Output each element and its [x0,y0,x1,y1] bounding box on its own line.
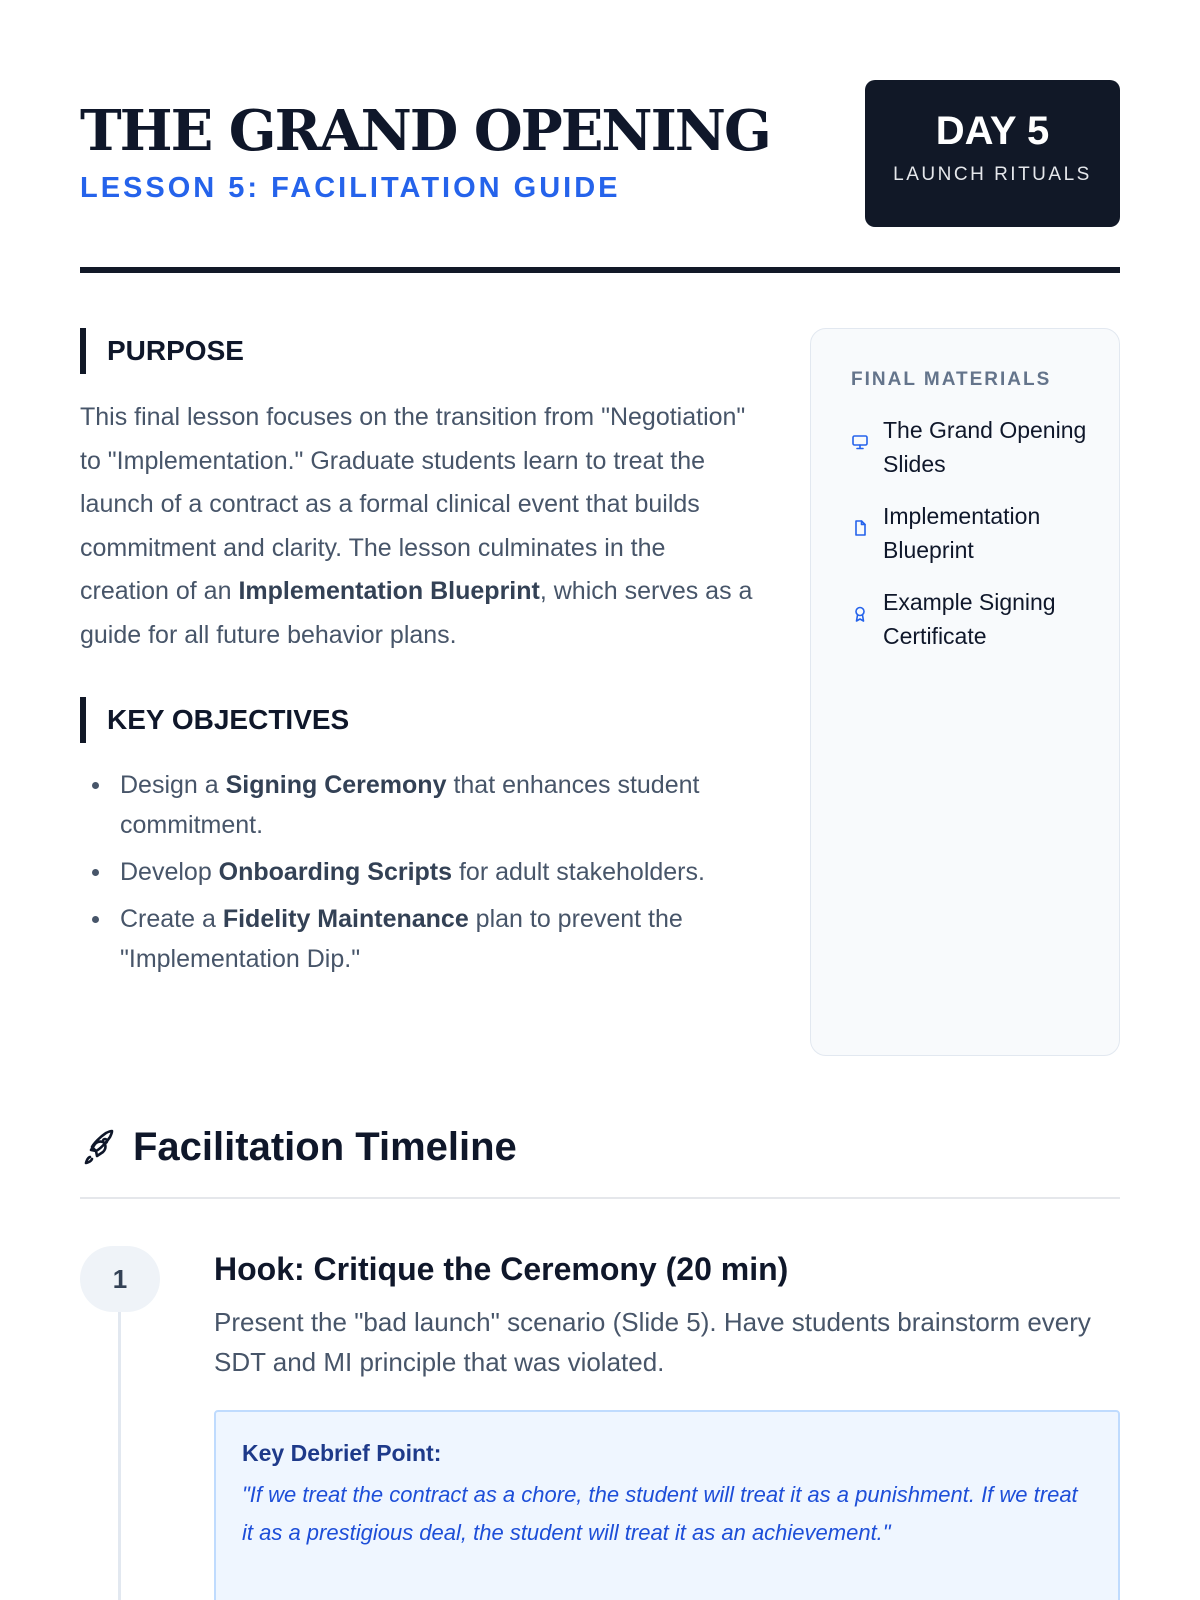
material-label: Implementation Blueprint [883,503,1041,563]
timeline-title: Facilitation Timeline [133,1125,517,1169]
day-number: DAY 5 [935,109,1050,153]
step-body [214,1246,1120,1600]
debrief-quote: "If we treat the contract as a chore, the student will treat it as a punishment. If we treat it as a prestigious deal, the student will treat it as an achievement." [242,1482,1078,1545]
material-link-blueprint[interactable] [851,499,1089,567]
purpose-text-part: , which serves as a guide for all future behavior plans. [80,577,753,649]
step-description: Present the "bad launch" scenario (Slide 5). Have students brainstorm every SDT and MI principle that was violated. [214,1307,1091,1377]
step-number: 1 [80,1246,160,1312]
lesson-page [80,80,1120,1545]
objective-emphasis: Signing Ceremony [225,771,447,799]
award-icon [851,605,869,623]
objective-text: plan to prevent the "Implementation Dip." [120,905,683,973]
overview-main [80,328,760,986]
lesson-title: THE GRAND OPENING [80,98,770,164]
day-label: LAUNCH RITUALS [893,164,1092,185]
day-badge [865,80,1120,227]
objective-emphasis: Onboarding Scripts [218,858,453,886]
material-link-certificate[interactable] [851,585,1089,653]
rocket-icon [80,1127,120,1167]
timeline-connector [118,1306,121,1600]
file-icon [851,519,869,537]
purpose-text [80,396,760,657]
objective-text: Design a [120,771,226,799]
objective-item [80,899,760,979]
objectives-heading: KEY OBJECTIVES [80,697,760,743]
purpose-text-emphasis: Implementation Blueprint [238,577,540,605]
objective-emphasis: Fidelity Maintenance [222,905,469,933]
step-title: Hook: Critique the Ceremony (20 min) [214,1251,789,1287]
material-label: The Grand Opening Slides [883,417,1087,477]
materials-list [851,413,1089,653]
lesson-subtitle: LESSON 5: FACILITATION GUIDE [80,172,621,204]
debrief-callout [214,1410,1120,1600]
objective-item [80,852,760,892]
material-link-slides[interactable] [851,413,1089,481]
timeline-heading [80,1127,1120,1199]
objective-text: for adult stakeholders. [452,858,705,886]
objective-text: Create a [120,905,223,933]
objective-text: Develop [120,858,219,886]
purpose-text-part: This final lesson focuses on the transition from "Negotiation" to "Implementation." Graduate students learn to treat the launch of a contract as a formal clinical event that builds commitment and clarity. The lesson culminates in the creation of an [80,403,746,605]
debrief-label: Key Debrief Point: [242,1440,442,1466]
objective-text: that enhances student commitment. [120,771,700,839]
lesson-header [80,80,1120,270]
presentation-icon [851,433,869,451]
objective-item [80,765,760,845]
header-divider [80,267,1120,273]
objectives-list [80,765,760,979]
purpose-heading: PURPOSE [80,328,760,374]
materials-heading: FINAL MATERIALS [851,369,1052,390]
materials-panel [810,328,1120,1056]
material-label: Example Signing Certificate [883,589,1056,649]
